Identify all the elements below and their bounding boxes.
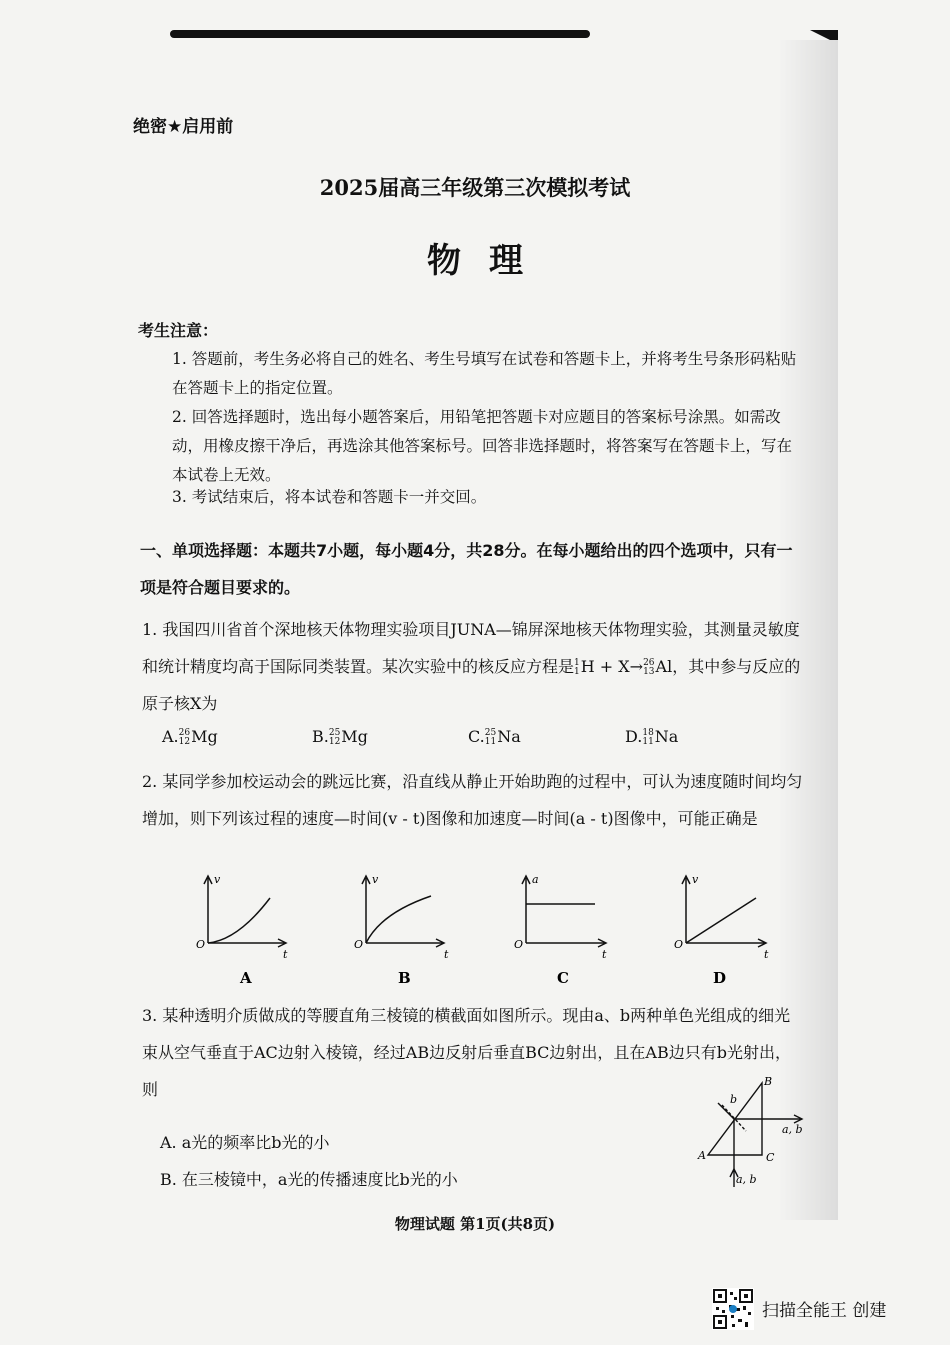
graph-d-label: D: [713, 969, 727, 987]
graph-b[interactable]: [346, 868, 456, 988]
qr-code-icon: [712, 1288, 754, 1330]
q1-text: 1. 我国四川省首个深地核天体物理实验项目JUNA—锦屏深地核天体物理实验，其测量灵敏度和统计精度均高于国际同类装置。某次实验中的核反应方程是: [142, 620, 800, 676]
notes-heading: 考生注意：: [138, 321, 219, 340]
question-1: [142, 611, 805, 722]
graph-d-y-label: v: [692, 873, 699, 886]
graph-b-label: B: [398, 969, 411, 987]
vertex-a-label: A: [698, 1149, 706, 1162]
graph-b-x-label: t: [444, 948, 449, 961]
question-2: 2. 某同学参加校运动会的跳远比赛，沿直线从静止开始助跑的过程中，可认为速度随时间均匀增加，则下列该过程的速度—时间(v - t)图像和加速度—时间(a - t)图像中，可能正确是: [142, 772, 803, 828]
graph-a-curve: [208, 898, 270, 943]
note-item: 2. 回答选择题时，选出每小题答案后，用铅笔把答题卡对应题目的答案标号涂黑。如需改动，用橡皮擦干净后，再选涂其他答案标号。回答非选择题时，将答案写在答题卡上，写在本试卷上无效。: [172, 408, 793, 484]
graph-a-y-label: v: [214, 873, 221, 886]
graph-a-origin: O: [196, 938, 206, 951]
q1-option-c[interactable]: C.25 11Na: [468, 727, 521, 747]
vertex-c-label: C: [766, 1151, 775, 1164]
q1-option-b[interactable]: B.25 12Mg: [312, 727, 368, 747]
confidential-label: 绝密★启用前: [133, 117, 234, 137]
note-item: 1. 答题前，考生务必将自己的姓名、考生号填写在试卷和答题卡上，并将考生号条形码粘贴在答题卡上的指定位置。: [172, 350, 797, 397]
graph-d-line: [686, 898, 756, 943]
graph-a-x-label: t: [283, 948, 288, 961]
graph-c-origin: O: [514, 938, 524, 951]
q1-option-a[interactable]: A.26 12Mg: [162, 727, 218, 747]
graph-a-label: A: [240, 969, 252, 987]
exit-beam-label: a, b: [782, 1123, 803, 1136]
page-footer: 物理试题 第1页(共8页): [394, 1215, 556, 1233]
graph-b-curve: [366, 896, 431, 943]
graph-a[interactable]: [190, 868, 300, 988]
q3-option-a[interactable]: A. a光的频率比b光的小: [160, 1133, 330, 1152]
graph-d-origin: O: [674, 938, 684, 951]
b-ray-label: b: [730, 1093, 738, 1106]
h-nuclide-index: 1 1: [574, 657, 580, 677]
q1-equation: H + X→: [580, 657, 644, 676]
graph-c-label: C: [557, 969, 569, 987]
graph-c-y-label: a: [532, 873, 539, 886]
prism-figure: [690, 1075, 810, 1190]
graph-d-x-label: t: [764, 948, 769, 961]
graph-b-origin: O: [354, 938, 364, 951]
section-heading: 一、单项选择题：本题共7小题，每小题4分，共28分。在每小题给出的四个选项中，只有一项是符合题目要求的。: [140, 541, 793, 597]
note-item: 3. 考试结束后，将本试卷和答题卡一并交回。: [172, 488, 487, 506]
incident-beam-label: a, b: [736, 1173, 757, 1186]
al-nuclide-index: 26 13: [643, 657, 655, 677]
scanner-watermark: 扫描全能王 创建: [762, 1301, 887, 1321]
q1-text-end: Al，其中参与反应的原子核X为: [142, 657, 801, 713]
q3-option-b[interactable]: B. 在三棱镜中，a光的传播速度比b光的小: [160, 1170, 458, 1189]
vertex-b-label: B: [764, 1075, 773, 1088]
subject-title: 物理: [427, 241, 551, 281]
graph-b-y-label: v: [372, 873, 379, 886]
exam-title: 2025届高三年级第三次模拟考试: [319, 175, 631, 200]
scan-top-bar: [170, 30, 590, 38]
graph-c-x-label: t: [602, 948, 607, 961]
q1-option-d[interactable]: D.18 11Na: [625, 727, 679, 747]
graph-c[interactable]: [510, 868, 620, 988]
question-3: 3. 某种透明介质做成的等腰直角三棱镜的横截面如图所示。现由a、b两种单色光组成的细光束从空气垂直于AC边射入棱镜，经过AB边反射后垂直BC边射出，且在AB边只有b光射出，则: [142, 1006, 791, 1099]
graph-d[interactable]: [668, 868, 778, 988]
